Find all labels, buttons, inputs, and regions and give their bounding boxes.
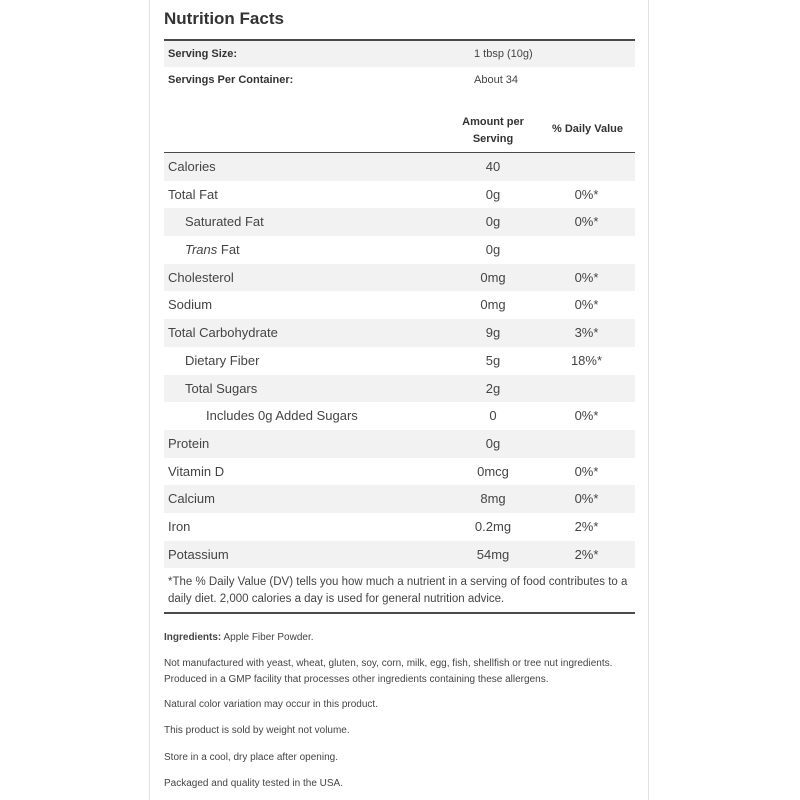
serving-size-label: Serving Size: bbox=[168, 48, 238, 60]
nutrient-row-total-carbohydrate bbox=[164, 319, 635, 347]
nutrient-amount: 0mcg bbox=[477, 463, 509, 479]
amount-header-line2: Serving bbox=[472, 133, 514, 145]
trans-fat-suffix: Fat bbox=[217, 242, 240, 258]
nutrient-dv: 0%* bbox=[574, 186, 599, 202]
nutrient-amount: 0.2mg bbox=[474, 518, 512, 534]
nutrient-row-vitamin-d bbox=[164, 458, 635, 486]
column-header bbox=[164, 110, 635, 152]
nutrient-row-total-fat bbox=[164, 181, 635, 209]
nutrient-name: Cholesterol bbox=[168, 269, 234, 285]
nutrient-amount: 0g bbox=[485, 186, 501, 202]
ingredients-label: Ingredients: bbox=[164, 632, 222, 643]
nutrient-name: Saturated Fat bbox=[185, 214, 264, 230]
nutrient-row-potassium bbox=[164, 541, 635, 569]
allergen-note-line2: Produced in a GMP facility that processes other ingredients containing these allergens. bbox=[164, 674, 549, 685]
nutrient-name bbox=[185, 242, 240, 257]
serving-size-value: 1 tbsp (10g) bbox=[474, 48, 533, 60]
ingredients-value: Apple Fiber Powder. bbox=[221, 632, 314, 643]
servings-per-container-row bbox=[164, 67, 635, 93]
nutrient-dv: 0%* bbox=[574, 269, 599, 285]
nutrient-amount: 0 bbox=[489, 408, 497, 424]
nutrient-amount: 0g bbox=[485, 214, 501, 230]
nutrient-name: Sodium bbox=[168, 297, 213, 313]
page-title: Nutrition Facts bbox=[164, 9, 284, 28]
nutrient-amount: 0mg bbox=[480, 297, 506, 313]
nutrient-name: Calories bbox=[168, 159, 216, 174]
allergen-note bbox=[164, 656, 635, 688]
nutrient-name: Potassium bbox=[168, 546, 229, 562]
nutrient-row-calcium bbox=[164, 485, 635, 513]
daily-value-footnote: *The % Daily Value (DV) tells you how much a nutrient in a serving of food contributes to a daily diet. 2,000 calories a day is used for general nutrition advice. bbox=[168, 576, 628, 605]
nutrient-amount: 0mg bbox=[480, 269, 506, 285]
nutrient-name: Iron bbox=[168, 518, 191, 534]
nutrient-row-trans-fat bbox=[164, 236, 635, 264]
nutrient-amount: 54mg bbox=[476, 546, 510, 562]
origin-note: Packaged and quality tested in the USA. bbox=[164, 778, 344, 789]
nutrient-amount: 5g bbox=[485, 352, 501, 368]
nutrient-amount: 0g bbox=[485, 435, 501, 451]
nutrient-row-dietary-fiber bbox=[164, 347, 635, 375]
amount-header-line1: Amount per bbox=[462, 116, 524, 128]
nutrient-row-total-sugars bbox=[164, 375, 635, 403]
nutrient-row-calories bbox=[164, 153, 635, 181]
nutrient-row-saturated-fat bbox=[164, 208, 635, 236]
amount-per-serving-header bbox=[443, 114, 543, 148]
nutrient-amount: 8mg bbox=[480, 491, 506, 507]
daily-value-header: % Daily Value bbox=[552, 123, 623, 135]
nutrient-amount: 9g bbox=[485, 325, 501, 341]
ingredients-line bbox=[164, 630, 635, 646]
nutrient-amount: 40 bbox=[485, 159, 501, 174]
nutrient-row-added-sugars bbox=[164, 402, 635, 430]
nutrient-name: Vitamin D bbox=[168, 463, 225, 479]
nutrient-name: Calcium bbox=[168, 491, 215, 507]
nutrient-name: Total Carbohydrate bbox=[168, 325, 278, 341]
storage-note: Store in a cool, dry place after opening. bbox=[164, 752, 338, 763]
bottom-rule bbox=[164, 612, 635, 614]
nutrient-dv: 18%* bbox=[570, 352, 603, 368]
nutrient-name: Protein bbox=[168, 435, 210, 451]
nutrient-name: Dietary Fiber bbox=[185, 352, 260, 368]
nutrient-row-protein bbox=[164, 430, 635, 458]
serving-size-row bbox=[164, 41, 635, 67]
nutrient-row-cholesterol bbox=[164, 264, 635, 292]
nutrient-row-sodium bbox=[164, 291, 635, 319]
nutrient-dv: 0%* bbox=[574, 463, 599, 479]
trans-italic: Trans bbox=[185, 242, 218, 258]
nutrient-dv: 0%* bbox=[574, 408, 599, 424]
color-variation-note: Natural color variation may occur in this product. bbox=[164, 699, 378, 710]
nutrient-amount: 2g bbox=[485, 380, 501, 396]
nutrient-dv: 2%* bbox=[574, 546, 599, 562]
nutrient-dv: 0%* bbox=[574, 491, 599, 507]
nutrient-name: Total Fat bbox=[168, 186, 218, 202]
nutrient-amount: 0g bbox=[485, 242, 501, 258]
nutrient-dv: 2%* bbox=[574, 518, 599, 534]
nutrient-name: Total Sugars bbox=[185, 380, 258, 396]
nutrient-row-iron bbox=[164, 513, 635, 541]
weight-note: This product is sold by weight not volume. bbox=[164, 725, 350, 736]
nutrient-table bbox=[164, 153, 635, 568]
nutrient-dv: 0%* bbox=[574, 297, 599, 313]
servings-per-container-label: Servings Per Container: bbox=[168, 74, 294, 86]
nutrient-dv: 3%* bbox=[574, 325, 599, 341]
servings-per-container-value: About 34 bbox=[474, 74, 519, 86]
nutrient-name: Includes 0g Added Sugars bbox=[206, 408, 358, 424]
nutrient-dv: 0%* bbox=[574, 214, 599, 230]
allergen-note-line1: Not manufactured with yeast, wheat, gluten, soy, corn, milk, egg, fish, shellfish or tree nut ingredients. bbox=[164, 658, 613, 669]
